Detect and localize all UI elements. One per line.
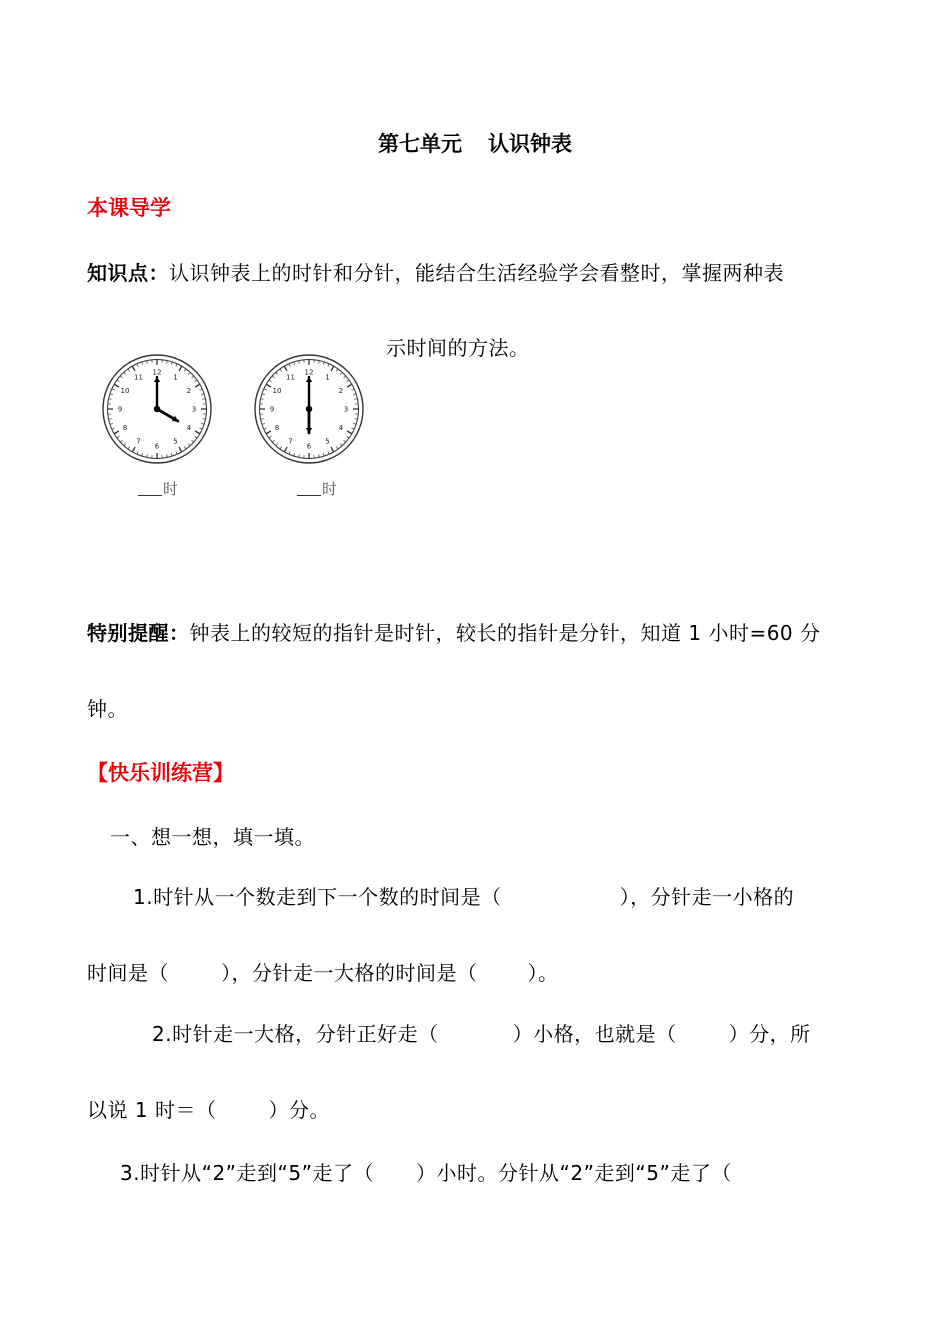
- clock-numeral: 1: [325, 373, 330, 382]
- clock-six-oclock: [252, 352, 366, 466]
- clock-numeral: 9: [117, 405, 123, 414]
- clock-numeral: 12: [304, 368, 314, 377]
- clock-numeral: 4: [186, 424, 192, 432]
- clock-numeral: 11: [286, 373, 295, 382]
- reminder-text-1: 钟表上的较短的指针是时针，较长的指针是分针，知道 1 小时=60 分: [189, 621, 821, 645]
- question-2-line-2: 以说 1 时＝（ ）分。: [87, 1098, 330, 1122]
- clock-numeral: 7: [288, 437, 293, 446]
- knowledge-line-1: [87, 257, 784, 286]
- knowledge-label: 知识点：: [87, 261, 169, 285]
- clock-numeral: 11: [134, 373, 143, 382]
- clock-numeral: 4: [338, 424, 344, 432]
- clock-numeral: 8: [274, 424, 280, 432]
- clock-numeral: 12: [152, 368, 162, 377]
- answer-blank[interactable]: [138, 495, 162, 496]
- part-one-heading: 一、想一想，填一填。: [110, 825, 315, 849]
- clock-numeral: 3: [343, 405, 349, 414]
- question-3-line-1: 3.时针从“2”走到“5”走了（ ）小时。分针从“2”走到“5”走了（: [120, 1161, 732, 1185]
- clock-numeral: 2: [186, 387, 192, 395]
- clock-2-label: 时: [297, 478, 337, 499]
- clock-numeral: 1: [173, 373, 178, 382]
- question-2-line-1: 2.时针走一大格，分针正好走（ ）小格，也就是（ ）分，所: [152, 1022, 811, 1046]
- section-lesson-guide: 本课导学: [87, 196, 171, 220]
- clock-numeral: 10: [120, 387, 130, 395]
- reminder-line-1: [87, 617, 821, 646]
- answer-blank[interactable]: [297, 495, 321, 496]
- clock-four-oclock: [100, 352, 214, 466]
- clock-numeral: 7: [136, 437, 141, 446]
- clock-numeral: 6: [154, 442, 160, 451]
- clock-numeral: 10: [272, 387, 282, 395]
- section-practice-camp: 【快乐训练营】: [87, 761, 234, 785]
- knowledge-text-1: 认识钟表上的时针和分针，能结合生活经验学会看整时，掌握两种表: [169, 261, 784, 285]
- clock-numeral: 3: [191, 405, 197, 414]
- clock-numeral: 6: [306, 442, 312, 451]
- page-title: [0, 128, 950, 158]
- reminder-line-2: 钟。: [87, 697, 128, 721]
- knowledge-line-2: 示时间的方法。: [386, 336, 530, 360]
- clock-numeral: 2: [338, 387, 344, 395]
- title-unit: 第七单元: [378, 132, 462, 156]
- question-1-line-1: 1.时针从一个数走到下一个数的时间是（ ），分针走一小格的: [133, 885, 795, 909]
- question-1-line-2: 时间是（ ），分针走一大格的时间是（ ）。: [87, 961, 559, 985]
- clock-numeral: 8: [122, 424, 128, 432]
- clock-1-label: 时: [138, 478, 178, 499]
- clock-numeral: 5: [325, 437, 330, 446]
- reminder-label: 特别提醒：: [87, 621, 190, 645]
- title-topic: 认识钟表: [488, 132, 572, 156]
- clock-numeral: 5: [173, 437, 178, 446]
- clock-numeral: 9: [269, 405, 275, 414]
